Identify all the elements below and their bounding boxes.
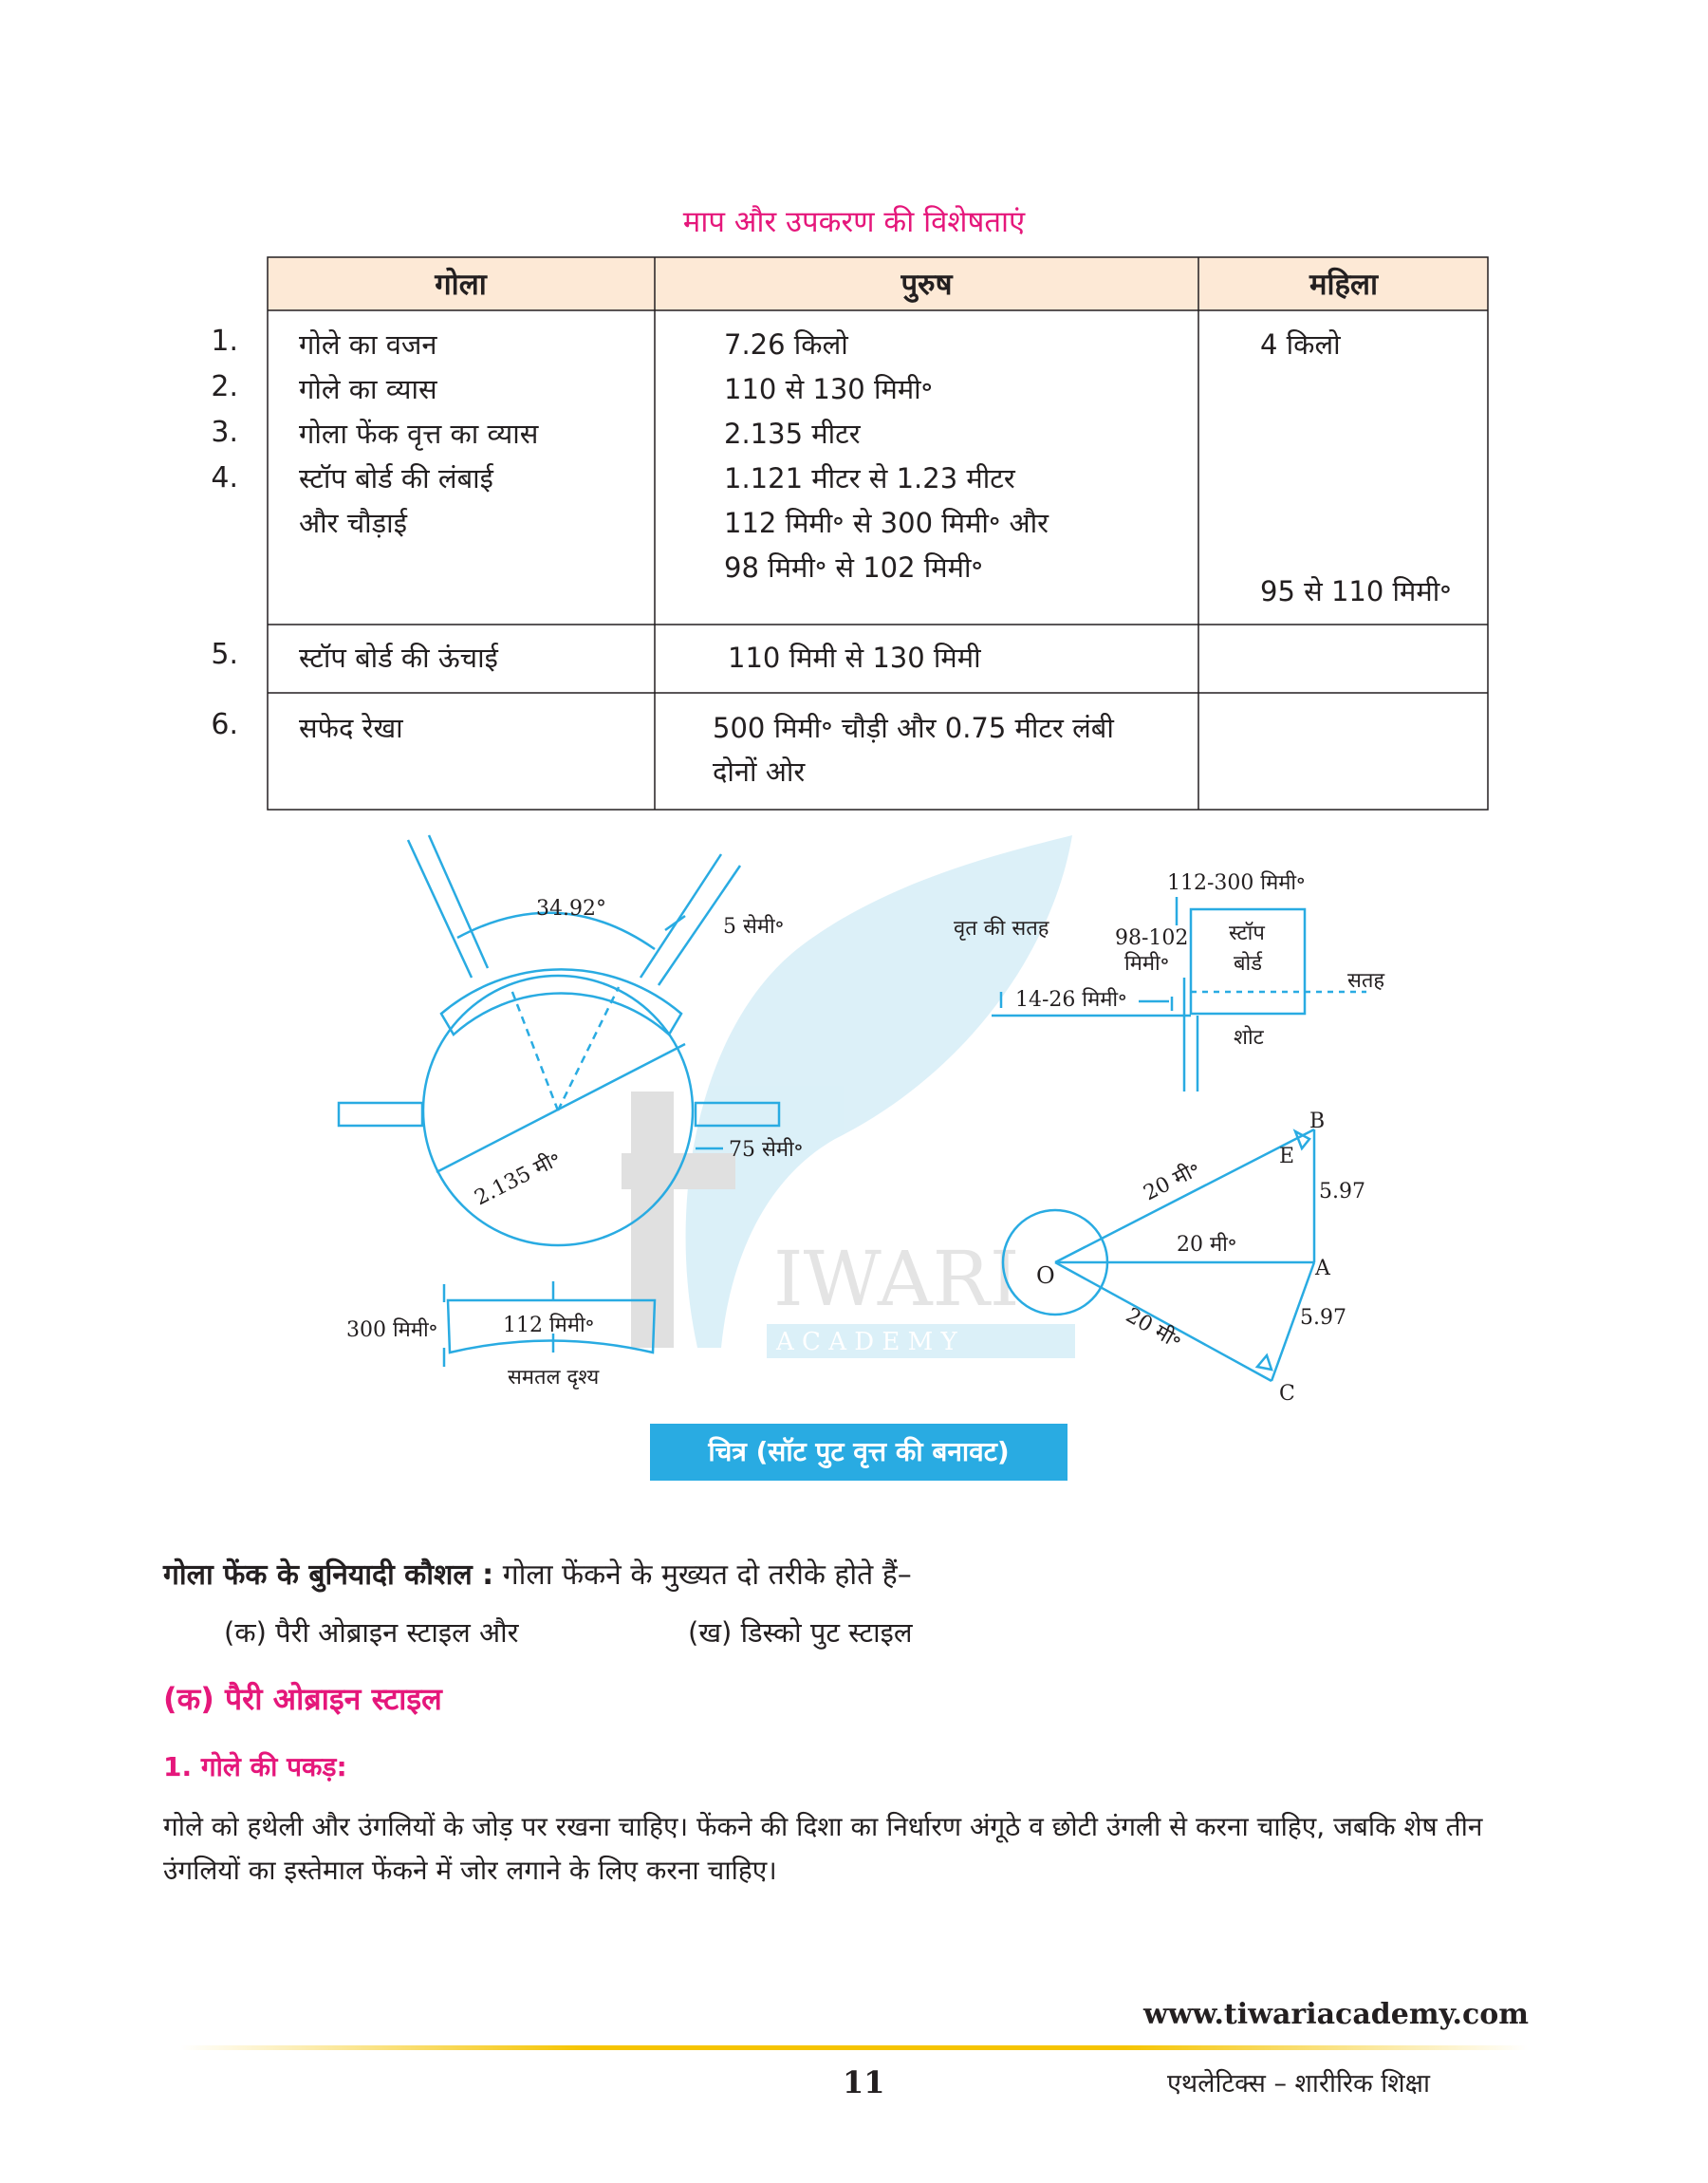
shot-label: शोट bbox=[1234, 1026, 1264, 1050]
board-mid-label: 112 मिमी॰ bbox=[503, 1314, 595, 1337]
dist-oa-label: 20 मी॰ bbox=[1177, 1233, 1237, 1257]
surface-label: सतह bbox=[1347, 969, 1385, 993]
diameter-label: 2.135 मी॰ bbox=[471, 1147, 566, 1211]
watermark-subtext: A C A D E M Y bbox=[776, 1328, 957, 1356]
men-value: 2.135 मीटर bbox=[724, 418, 861, 450]
gap-label: 14-26 मिमी॰ bbox=[1015, 988, 1127, 1012]
board-height-label: 300 मिमी॰ bbox=[346, 1318, 438, 1342]
women-value: 4 किलो bbox=[1260, 328, 1341, 361]
men-value: 110 मिमी से 130 मिमी bbox=[728, 642, 981, 674]
side-dim-label: 98-102 bbox=[1115, 926, 1189, 950]
point-b-label: B bbox=[1309, 1110, 1326, 1133]
style-option-b: (ख) डिस्को पुट स्टाइल bbox=[688, 1616, 913, 1649]
men-value: 500 मिमी॰ चौड़ी और 0.75 मीटर लंबी bbox=[713, 712, 1114, 744]
body-paragraph: गोले को हथेली और उंगलियों के जोड़ पर रखना चाहिए। फेंकने की दिशा का निर्धारण अंगूठे व छोटी उंगली से करना चाहिए, जबकि शेष तीन उंगलियों का इस्तेमाल फेंकने में जोर लगाने के लिए करना चाहिए। bbox=[163, 1811, 1483, 1886]
men-value: 7.26 किलो bbox=[724, 328, 848, 361]
men-value: दोनों ओर bbox=[713, 756, 806, 788]
style-option-a: (क) पैरी ओब्राइन स्टाइल और bbox=[224, 1616, 519, 1649]
item-white-line: सफेद रेखा bbox=[299, 712, 403, 744]
figure-caption: चित्र (सॉट पुट वृत्त की बनावट) bbox=[650, 1424, 1068, 1481]
header-men: पुरुष bbox=[900, 268, 953, 302]
center-dashed-line bbox=[558, 987, 619, 1110]
men-value: 1.121 मीटर से 1.23 मीटर bbox=[724, 462, 1015, 494]
point-c-label: C bbox=[1279, 1382, 1295, 1406]
stop-board-label: बोर्ड bbox=[1234, 952, 1263, 976]
footer-rule bbox=[180, 2045, 1528, 2050]
men-value: 98 मिमी॰ से 102 मिमी॰ bbox=[724, 551, 983, 584]
item-board-length: स्टॉप बोर्ड की लंबाई bbox=[299, 462, 493, 494]
section-intro bbox=[163, 1554, 912, 1593]
header-women: महिला bbox=[1309, 268, 1379, 302]
women-value: 95 से 110 मिमी॰ bbox=[1260, 575, 1452, 607]
subsection-heading: 1. गोले की पकड़: bbox=[163, 1751, 347, 1782]
watermark-text: IWARI bbox=[773, 1235, 1020, 1323]
row-number: 1. bbox=[211, 325, 238, 358]
section-intro-text: गोला फेंकने के मुख्यत दो तरीके होते हैं– bbox=[493, 1558, 912, 1592]
side-line-label: 75 सेमी॰ bbox=[729, 1138, 804, 1162]
row-number: 5. bbox=[211, 638, 238, 671]
header-shot: गोला bbox=[435, 268, 487, 302]
top-dim-label: 112-300 मिमी॰ bbox=[1167, 871, 1306, 895]
row-number: 4. bbox=[211, 461, 238, 494]
sector-line bbox=[640, 854, 721, 978]
point-o-label: O bbox=[1036, 1262, 1055, 1289]
dist-ob-label: 20 मी॰ bbox=[1140, 1157, 1205, 1206]
page-number: 11 bbox=[843, 2064, 885, 2100]
side-dim-unit: मिमी॰ bbox=[1124, 952, 1170, 976]
dist-ac-label: 5.97 bbox=[1300, 1306, 1346, 1330]
shot-put-circle-diagram bbox=[285, 826, 1423, 1414]
circle-surface-label: वृत की सतह bbox=[954, 917, 1049, 941]
side-line-left bbox=[339, 1103, 422, 1126]
angle-label: 34.92° bbox=[536, 897, 606, 921]
table-title: माप और उपकरण की विशेषताएं bbox=[682, 205, 1026, 239]
section-intro-bold: गोला फेंक के बुनियादी कौशल : bbox=[163, 1558, 494, 1592]
men-value: 110 से 130 मिमी॰ bbox=[724, 373, 934, 405]
item-board-width: और चौड़ाई bbox=[299, 507, 407, 539]
width-label: 5 सेमी॰ bbox=[723, 915, 785, 939]
item-shot-weight: गोले का वजन bbox=[299, 328, 437, 361]
section-heading: (क) पैरी ओब्राइन स्टाइल bbox=[163, 1681, 442, 1717]
angle-marker-c bbox=[1257, 1355, 1272, 1370]
point-e-label: E bbox=[1279, 1145, 1295, 1168]
book-title: एथलेटिक्स – शारीरिक शिक्षा bbox=[1167, 2069, 1431, 2099]
row-number: 3. bbox=[211, 416, 238, 449]
item-board-height: स्टॉप बोर्ड की ऊंचाई bbox=[299, 642, 498, 674]
stop-board-label: स्टॉप bbox=[1229, 922, 1265, 945]
website-link[interactable]: www.tiwariacademy.com bbox=[1143, 1998, 1530, 2031]
plan-view-label: समतल दृश्य bbox=[508, 1366, 600, 1390]
center-dashed-line bbox=[511, 987, 558, 1110]
item-circle-diameter: गोला फेंक वृत्त का व्यास bbox=[299, 418, 539, 450]
dist-ba-label: 5.97 bbox=[1319, 1180, 1365, 1203]
row-number: 2. bbox=[211, 370, 238, 403]
dist-oc-label: 20 मी॰ bbox=[1122, 1303, 1186, 1354]
spec-table bbox=[211, 256, 1489, 811]
item-shot-diameter: गोले का व्यास bbox=[299, 373, 437, 405]
point-a-label: A bbox=[1315, 1257, 1330, 1280]
men-value: 112 मिमी॰ से 300 मिमी॰ और bbox=[724, 507, 1049, 539]
row-number: 6. bbox=[211, 708, 238, 741]
